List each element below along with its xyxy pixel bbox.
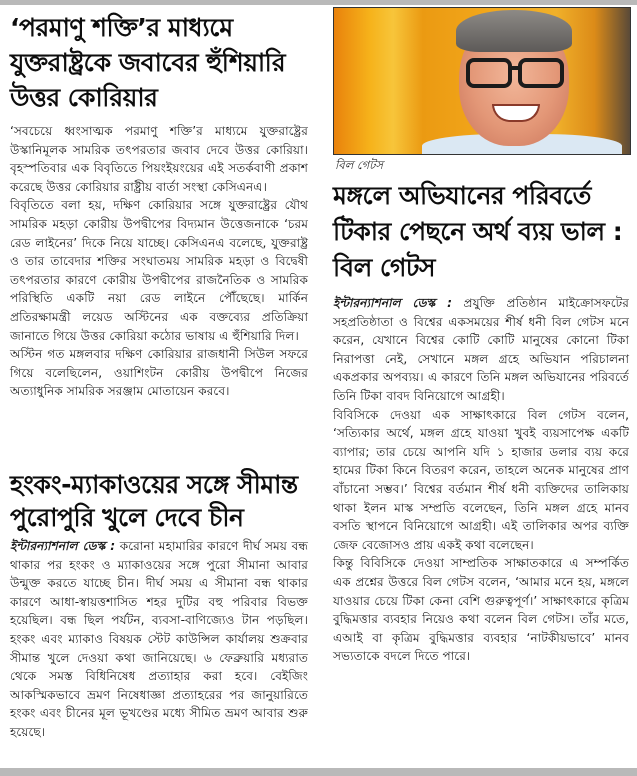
body-text: করোনা মহামারির কারণে দীর্ঘ সময় বন্ধ থাকার পর হংকং ও ম্যাকাওয়ের সঙ্গে পুরো সীমানা আবার উন্মুক্ত করতে যাচ্ছে চীন। দীর্ঘ সময় এ সীমানা বন্ধ থাকার কারণে আধা-স্বায়ত্তশাসিত শহর দুটির বহু পরিবার বিভক্ত হয়েছিল। বন্ধ ছিল পর্যটন, ব্যবসা-বাণিজ্যেও টান পড়ছিল। হংকং এবং ম্যাকাও বিষয়ক স্টেট কাউন্সিল কার্যালয় শুক্রবার সীমান্ত খুলে দেওয়া কথা জানিয়েছে। ৬ ফেব্রুয়ারি মধ্যরাত থেকে সমস্ত বিধিনিষেধ প্রত্যাহার করা হবে। বেইজিং আকস্মিকভাবে ভ্রমণ নিষেধাজ্ঞা প্রত্যাহরের পর জানুয়ারিতে হংকং এবং চীনের মূল ভূখণ্ডের মধ্যে সীমিত ভ্রমণ আবার শুরু হয়েছে। xyxy=(10,539,308,739)
photo-caption: বিল গেটস xyxy=(335,158,383,172)
paragraph: বিবিসিকে দেওয়া এক সাক্ষাৎকারে বিল গেটস বলেন, ‘সত্যিকার অর্থে, মঙ্গল গ্রহে যাওয়া খুবই ব্যয়সাপেক্ষ একটি ব্যাপার; তার চেয়ে আপনি যদি ১ হাজার ডলার ব্যয় করে হামের টিকা কিনে বিতরণ করেন, তাহলে অনেক মানুষের প্রাণ বাঁচানো সম্ভব।’ বিশ্বের বর্তমান শীর্ষ ধনী ব্যক্তিদের তালিকায় থাকা ইলন মাস্ক সম্প্রতি বলেছেন, তিনি মঙ্গল গ্রহে মানব বসতি স্থাপনে বিনিয়োগে আগ্রহী। এই তালিকার অপর ব্যক্তি জেফ বেজোসও প্রায় একই কথা বলেছেন। xyxy=(333,407,629,552)
dateline: ইন্টারন্যাশনাল ডেস্ক : xyxy=(333,296,452,310)
article-bill-gates-body xyxy=(333,294,629,666)
paragraph xyxy=(10,537,308,742)
bottom-border xyxy=(0,768,637,776)
body-text: প্রযুক্তি প্রতিষ্ঠান মাইক্রোসফটের সহপ্রতিষ্ঠাতা ও বিশ্বের একসময়ের শীর্ষ ধনী বিল গেটস মনে করেন, যেখানে বিশ্বের কোটি কোটি মানুষের কোনো টিকা নিরাপত্তা নেই, সেখানে মঙ্গল গ্রহে অভিযান পরিচালনা একপ্রকার অপব্যয়। এ কারণে তিনি মঙ্গল অভিযানের পরিবর্তে তিনি টিকা বাবদ বিনিয়োগে আগ্রহী। xyxy=(333,296,630,403)
article-hongkong-body xyxy=(10,537,308,742)
headline-hongkong-macau: হংকং-ম্যাকাওয়ের সঙ্গে সীমান্ত পুরোপুরি খুলে দেবে চীন xyxy=(10,470,298,532)
paragraph: কিন্তু বিবিসিকে দেওয়া সাম্প্রতিক সাক্ষাতকারে এ সম্পর্কিত এক প্রশ্নের উত্তরে বিল গেটস বলেন, ‘আমার মনে হয়, মঙ্গলে যাওয়ার চেয়ে টিকা কেনা বেশি গুরুত্বপূর্ণ।’ সাক্ষাৎকারে কৃত্রিম বুদ্ধিমত্তার ব্যবহার নিয়েও কথা বলেন বিল গেটস। তাঁর মতে, এআই বা কৃত্রিম বুদ্ধিমত্তার ব্যবহার ‘নাটকীয়ভাবে’ মানব সভ্যতাকে বদলে দিতে পারে। xyxy=(333,556,629,664)
paragraph: অস্টিন গত মঙ্গলবার দক্ষিণ কোরিয়ার রাজধানী সিউল সফরে গিয়ে বলেছিলেন, ওয়াশিংটন কোরীয় উপদ্বীপে নিজের অত্যাধুনিক সামরিক সরঞ্জাম মোতায়েন করবে। xyxy=(10,347,308,399)
glasses-icon xyxy=(466,58,512,88)
dateline: ইন্টারন্যাশনাল ডেস্ক : xyxy=(10,539,116,553)
headline-bill-gates: মঙ্গলে অভিযানের পরিবর্তে টিকার পেছনে অর্থ ব্যয় ভাল : বিল গেটস xyxy=(333,181,623,282)
headline-north-korea: ‘পরমাণু শক্তি’র মাধ্যমে যুক্তরাষ্ট্রকে জবাবের হুঁশিয়ারি উত্তর কোরিয়ার xyxy=(10,13,286,112)
top-border xyxy=(0,0,637,5)
article-north-korea-body xyxy=(10,122,308,401)
bill-gates-photo xyxy=(333,7,631,155)
paragraph: ‘সবচেয়ে ধ্বংসাত্মক পরমাণু শক্তি’র মাধ্যমে যুক্তরাষ্ট্রের উস্কানিমূলক সামরিক তৎপরতার জবাব দেবে উত্তর কোরিয়া। বৃহস্পতিবার এক বিবৃতিতে পিয়ংইয়ংয়ের এই সতর্কবাণী প্রকাশ করেছে উত্তর কোরিয়ার রাষ্ট্রীয় বার্তা সংস্থা কেসিএনএ। xyxy=(10,124,308,194)
paragraph: বিবৃতিতে বলা হয়, দক্ষিণ কোরিয়ার সঙ্গে যুক্তরাষ্ট্রের যৌথ সামরিক মহড়া কোরীয় উপদ্বীপের বিদ্যমান উত্তেজনাকে ‘চরম রেড লাইনের’ দিকে নিয়ে যাচ্ছে। কেসিএনএ বলেছে, যুক্তরাষ্ট্র ও তার তাবেদার শক্তির সংঘাতময় সামরিক মহড়া ও বিদ্বেষী তৎপরতার কারণে কোরীয় উপদ্বীপের রাজনৈতিক ও সামরিক পরিস্থিতি একটি নয়া রেড লাইনে পৌঁছেছে। মার্কিন প্রতিরক্ষামন্ত্রী লয়েড অস্টিনের এক বক্তব্যের প্রতিক্রিয়া জানাতে গিয়ে উত্তর কোরিয়া কঠোর ভাষায় এ হুঁশিয়ারি দিল। xyxy=(10,198,308,343)
paragraph xyxy=(333,294,629,406)
